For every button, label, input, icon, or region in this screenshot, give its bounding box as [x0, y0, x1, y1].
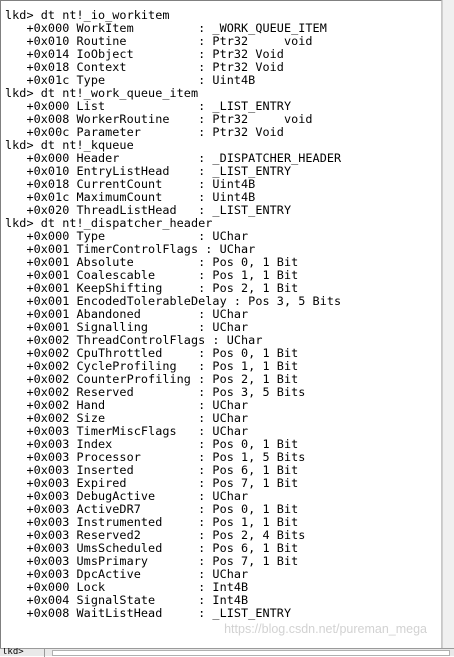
output-line: +0x003 Expired : Pos 7, 1 Bit — [5, 476, 299, 490]
output-line: +0x003 UmsScheduled : Pos 6, 1 Bit — [5, 541, 299, 555]
output-line: +0x003 DebugActive : UChar — [5, 489, 249, 503]
output-line: +0x000 List : _LIST_ENTRY — [5, 99, 292, 113]
command-line: lkd> dt nt!_io_workitem — [5, 8, 170, 22]
output-line: +0x018 CurrentCount : Uint4B — [5, 177, 256, 191]
vertical-scrollbar[interactable] — [442, 0, 454, 648]
output-line: +0x002 ThreadControlFlags : UChar — [5, 333, 263, 347]
output-line: +0x001 Absolute : Pos 0, 1 Bit — [5, 255, 299, 269]
output-line: +0x003 Inserted : Pos 6, 1 Bit — [5, 463, 299, 477]
output-line: +0x001 EncodedTolerableDelay : Pos 3, 5 Bits — [5, 294, 342, 308]
output-line: +0x003 Instrumented : Pos 1, 1 Bit — [5, 515, 299, 529]
command-prompt-label: lkd> — [2, 648, 45, 657]
output-line: +0x00c Parameter : Ptr32 Void — [5, 125, 284, 139]
output-line: +0x001 Signalling : UChar — [5, 320, 249, 334]
output-line: +0x003 UmsPrimary : Pos 7, 1 Bit — [5, 554, 299, 568]
output-line: +0x002 CpuThrottled : Pos 0, 1 Bit — [5, 346, 299, 360]
output-line: +0x002 CycleProfiling : Pos 1, 1 Bit — [5, 359, 299, 373]
output-line: +0x002 CounterProfiling : Pos 2, 1 Bit — [5, 372, 299, 386]
output-line: +0x020 ThreadListHead : _LIST_ENTRY — [5, 203, 292, 217]
output-line: +0x008 WaitListHead : _LIST_ENTRY — [5, 606, 292, 620]
output-line: +0x003 Processor : Pos 1, 5 Bits — [5, 450, 306, 464]
output-line: +0x008 WorkerRoutine : Ptr32 void — [5, 112, 313, 126]
output-line: +0x010 EntryListHead : _LIST_ENTRY — [5, 164, 292, 178]
output-line: +0x004 SignalState : Int4B — [5, 593, 249, 607]
output-line: +0x002 Reserved : Pos 3, 5 Bits — [5, 385, 306, 399]
output-line: +0x002 Size : UChar — [5, 411, 249, 425]
output-line: +0x003 ActiveDR7 : Pos 0, 1 Bit — [5, 502, 299, 516]
command-bar — [0, 648, 454, 656]
command-input[interactable] — [52, 650, 450, 656]
output-line: +0x003 Index : Pos 0, 1 Bit — [5, 437, 299, 451]
output-line: +0x018 Context : Ptr32 Void — [5, 60, 284, 74]
output-line: +0x003 Reserved2 : Pos 2, 4 Bits — [5, 528, 306, 542]
output-line: +0x001 Coalescable : Pos 1, 1 Bit — [5, 268, 299, 282]
output-line: +0x001 TimerControlFlags : UChar — [5, 242, 256, 256]
output-line: +0x000 Header : _DISPATCHER_HEADER — [5, 151, 342, 165]
output-line: +0x001 Abandoned : UChar — [5, 307, 249, 321]
output-line: +0x010 Routine : Ptr32 void — [5, 34, 313, 48]
command-line: lkd> dt nt!_dispatcher_header — [5, 216, 213, 230]
output-line: +0x014 IoObject : Ptr32 Void — [5, 47, 284, 61]
output-lines — [5, 9, 341, 620]
output-line: +0x01c MaximumCount : Uint4B — [5, 190, 256, 204]
output-line: +0x003 TimerMiscFlags : UChar — [5, 424, 249, 438]
output-line: +0x002 Hand : UChar — [5, 398, 249, 412]
output-line: +0x000 WorkItem : _WORK_QUEUE_ITEM — [5, 21, 327, 35]
output-line: +0x003 DpcActive : UChar — [5, 567, 249, 581]
output-line: +0x01c Type : Uint4B — [5, 73, 256, 87]
output-line: +0x001 KeepShifting : Pos 2, 1 Bit — [5, 281, 299, 295]
command-line: lkd> dt nt!_work_queue_item — [5, 86, 199, 100]
watermark: https://blog.csdn.net/pureman_mega — [224, 622, 427, 636]
output-line: +0x000 Type : UChar — [5, 229, 249, 243]
output-line: +0x000 Lock : Int4B — [5, 580, 249, 594]
command-line: lkd> dt nt!_kqueue — [5, 138, 134, 152]
